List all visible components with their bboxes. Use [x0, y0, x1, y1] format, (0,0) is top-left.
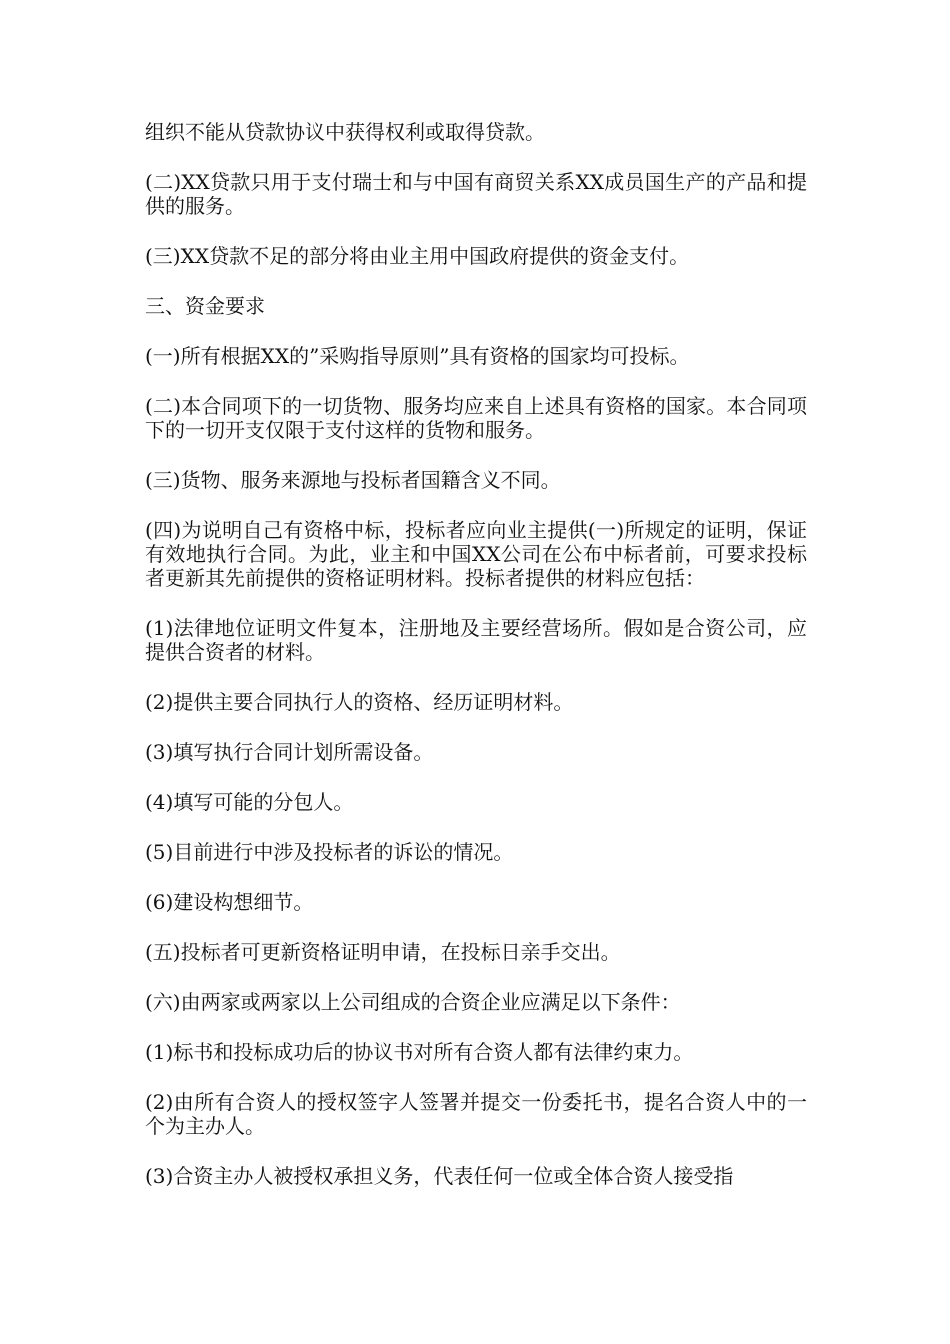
list-item: (2)由所有合资人的授权签字人签署并提交一份委托书，提名合资人中的一个为主办人。 [145, 1090, 807, 1138]
list-item: (4)填写可能的分包人。 [145, 790, 354, 814]
paragraph: (三)XX贷款不足的部分将由业主用中国政府提供的资金支付。 [145, 244, 690, 268]
list-item: (5)目前进行中涉及投标者的诉讼的情况。 [145, 840, 514, 864]
list-item: (3)合资主办人被授权承担义务，代表任何一位或全体合资人接受指 [145, 1164, 734, 1188]
list-item: (6)建设构想细节。 [145, 890, 314, 914]
paragraph: (四)为说明自己有资格中标，投标者应向业主提供(一)所规定的证明，保证有效地执行合同。为此，业主和中国XX公司在公布中标者前，可要求投标者更新其先前提供的资格证明材料。投标者提供的材料应包括： [145, 518, 807, 590]
paragraph: 组织不能从贷款协议中获得权利或取得贷款。 [145, 120, 545, 144]
section-heading: 三、资金要求 [145, 294, 265, 318]
paragraph: (二)XX贷款只用于支付瑞士和与中国有商贸关系XX成员国生产的产品和提供的服务。 [145, 170, 807, 218]
list-item: (1)标书和投标成功后的协议书对所有合资人都有法律约束力。 [145, 1040, 694, 1064]
paragraph: (二)本合同项下的一切货物、服务均应来自上述具有资格的国家。本合同项下的一切开支仅限于支付这样的货物和服务。 [145, 394, 807, 442]
list-item: (2)提供主要合同执行人的资格、经历证明材料。 [145, 690, 574, 714]
list-item: (1)法律地位证明文件复本，注册地及主要经营场所。假如是合资公司，应提供合资者的材料。 [145, 616, 807, 664]
document-body [145, 120, 807, 1214]
paragraph: (五)投标者可更新资格证明申请，在投标日亲手交出。 [145, 940, 621, 964]
paragraph: (一)所有根据XX的”采购指导原则”具有资格的国家均可投标。 [145, 344, 690, 368]
list-item: (3)填写执行合同计划所需设备。 [145, 740, 434, 764]
paragraph: (六)由两家或两家以上公司组成的合资企业应满足以下条件： [145, 990, 681, 1014]
paragraph: (三)货物、服务来源地与投标者国籍含义不同。 [145, 468, 561, 492]
